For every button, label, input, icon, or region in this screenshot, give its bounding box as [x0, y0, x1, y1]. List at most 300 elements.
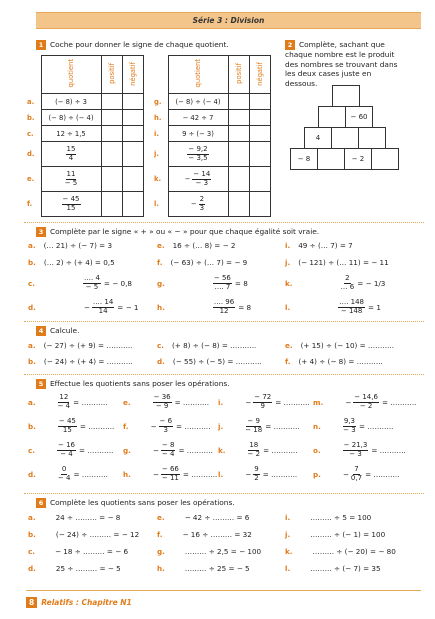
ex3-instruction [36, 227, 319, 237]
numerator: − 66 [161, 465, 179, 473]
denominator: 0,7 [350, 473, 363, 482]
answer-blank[interactable]: = ……….. [265, 421, 300, 431]
ex6-item [28, 530, 139, 539]
ex2-line-4: les deux cases juste en dessous. [285, 69, 372, 88]
denominator: 14 [98, 306, 108, 315]
numerator: 2 [345, 274, 350, 282]
minus-sign: − [150, 421, 157, 431]
item-equation[interactable]: ……… ÷ (− 7) = 35 [310, 564, 381, 573]
ex6-number: 6 [36, 498, 46, 508]
answer-blank[interactable]: = ……….. [174, 397, 210, 407]
table-row [154, 142, 270, 167]
page-number: 8 [26, 597, 37, 608]
ex5-instruction [36, 379, 230, 389]
minus-sign: − [245, 397, 252, 407]
fraction [65, 171, 78, 187]
positive-checkbox[interactable] [101, 126, 122, 142]
ex5-item [123, 442, 213, 458]
quotient-cell [41, 142, 101, 167]
table-row [154, 94, 270, 110]
ex3-item [28, 258, 115, 267]
quotient-cell [168, 192, 228, 217]
quotient-cell [168, 167, 228, 192]
table-row [154, 126, 270, 142]
fraction [92, 299, 114, 315]
positive-checkbox[interactable] [228, 126, 249, 142]
item-equation[interactable]: 16 ÷ (… 8) = − 2 [172, 241, 236, 250]
minus-sign: − [152, 445, 159, 455]
answer-blank[interactable]: = ……….. [359, 421, 394, 431]
ex3-number: 3 [36, 227, 46, 237]
divider [24, 493, 424, 494]
minus-sign: − [184, 175, 191, 183]
denominator: − 9 [155, 401, 169, 410]
fraction [213, 275, 232, 291]
item-label: a. [28, 341, 36, 350]
quotient-fraction [66, 146, 77, 162]
numerator: − 45 [58, 417, 76, 425]
ex3-item [285, 258, 389, 267]
denominator: − 3 [349, 449, 362, 458]
ex5-item [123, 466, 217, 482]
ex3-fraction-item [285, 299, 381, 315]
item-label: f. [157, 258, 163, 267]
fraction [353, 394, 379, 410]
ex6-instruction [36, 498, 235, 508]
positive-checkbox[interactable] [228, 110, 249, 126]
numerator: − 36 [153, 393, 171, 401]
item-label: g. [157, 547, 165, 556]
item-equation[interactable]: (+ 4) ÷ (− 8) = ……….. [298, 357, 383, 366]
item-label: c. [28, 278, 35, 288]
answer-blank[interactable]: = ……….. [365, 469, 400, 479]
item-equation[interactable]: ……… ÷ 2,5 = − 100 [184, 547, 262, 556]
negative-checkbox[interactable] [122, 167, 143, 192]
item-equation[interactable]: 24 ÷ ……… = − 8 [55, 513, 121, 522]
answer-blank[interactable]: = ……….. [73, 469, 108, 479]
pyramid-r3-3[interactable] [358, 127, 386, 149]
numerator: …. 4 [84, 274, 100, 282]
fraction [245, 418, 262, 434]
item-label: c. [28, 445, 35, 455]
minus-sign: − [345, 397, 352, 407]
col-header-label: quotient [67, 59, 75, 88]
col-header-2 [249, 56, 270, 94]
divider [24, 321, 424, 322]
denominator: 9 [260, 401, 265, 410]
ex4-instruction [36, 326, 79, 336]
item-label: e. [123, 397, 131, 407]
item-equation[interactable]: 49 ÷ (… 7) = 7 [298, 241, 353, 250]
answer-blank[interactable]: = ……….. [262, 469, 298, 479]
ex6-item [285, 530, 385, 539]
numerator: 2 [199, 194, 205, 203]
negative-checkbox[interactable] [122, 126, 143, 142]
ex3-item [157, 241, 235, 250]
item-label: a. [28, 513, 36, 522]
item-equation[interactable]: − 18 ÷ ……… = − 6 [55, 547, 129, 556]
denominator: − 4 [57, 473, 71, 482]
numerator: − 14 [193, 169, 211, 178]
col-header-0 [168, 56, 228, 94]
answer-blank[interactable]: = ……….. [176, 421, 211, 431]
fraction [341, 275, 355, 291]
answer-blank[interactable]: = ……….. [182, 469, 218, 479]
answer-blank[interactable]: = ……….. [371, 445, 406, 455]
item-result: = − 1/3 [357, 278, 386, 288]
col-header-1 [228, 56, 249, 94]
denominator: − 4 [60, 449, 73, 458]
ex5-item [218, 418, 300, 434]
table-row [154, 192, 270, 217]
col-header-1 [101, 56, 122, 94]
minus-sign: − [245, 469, 252, 479]
row-label: b. [27, 113, 35, 122]
fraction [187, 146, 208, 162]
item-equation[interactable]: (− 24) ÷ ……… = − 12 [55, 530, 140, 539]
item-equation[interactable]: (− 55) ÷ (− 5) = ……….. [172, 357, 262, 366]
ex3-text: Complète par le signe « + » ou « − » pour que chaque égalité soit vraie. [50, 227, 320, 236]
pyramid-b4[interactable] [371, 148, 399, 170]
negative-checkbox[interactable] [249, 110, 270, 126]
positive-checkbox[interactable] [101, 94, 122, 110]
ex2-instruction [285, 40, 400, 88]
item-label: i. [285, 513, 291, 522]
denominator: 3 [199, 203, 205, 212]
ex5-item [218, 442, 298, 458]
answer-blank[interactable]: = ……….. [381, 397, 417, 407]
numerator: − 8 [161, 441, 175, 449]
item-equation[interactable]: (− 121) ÷ (… 11) = − 11 [298, 258, 389, 267]
numerator: − 56 [213, 274, 231, 282]
ex5-item [218, 394, 310, 410]
positive-checkbox[interactable] [228, 94, 249, 110]
numerator: …. 14 [92, 298, 114, 306]
positive-checkbox[interactable] [101, 192, 122, 217]
ex4-item [285, 341, 394, 350]
row-label: l. [154, 200, 159, 208]
item-equation[interactable]: − 42 ÷ ……… = 6 [184, 513, 250, 522]
ex6-text: Complète les quotients sans poser les opérations. [50, 498, 235, 507]
item-label: j. [285, 530, 291, 539]
item-label: f. [285, 357, 291, 366]
col-header-label: quotient [194, 59, 202, 88]
negative-checkbox[interactable] [249, 126, 270, 142]
item-result: = 8 [238, 302, 252, 312]
fraction [57, 442, 76, 458]
table-row [27, 94, 143, 110]
ex5-item [313, 466, 400, 482]
fraction [192, 171, 211, 187]
item-label: b. [28, 421, 36, 431]
denominator: 15 [62, 425, 72, 434]
quotient-fraction [65, 171, 78, 187]
quotient-fraction [62, 196, 81, 212]
fraction [161, 442, 176, 458]
numerator: 18 [249, 441, 259, 449]
answer-blank[interactable]: = ……….. [79, 421, 115, 431]
item-fraction [153, 442, 176, 458]
minus-sign: − [342, 469, 349, 479]
fraction [351, 466, 362, 482]
col-header-label: positif [107, 63, 116, 84]
denominator: − 11 [161, 473, 179, 482]
minus-sign: − [83, 302, 90, 312]
chapter-title: Relatifs : Chapitre N1 [41, 598, 132, 607]
fraction [343, 418, 356, 434]
numerator: 11 [66, 170, 76, 179]
numerator: 15 [66, 145, 76, 154]
item-fraction [213, 299, 235, 315]
item-label: b. [28, 357, 36, 366]
item-label: a. [28, 241, 36, 250]
ex5-item [313, 394, 416, 410]
fraction [253, 466, 259, 482]
denominator: − 3,5 [188, 154, 208, 162]
ex3-item [285, 241, 353, 250]
ex5-item [218, 466, 297, 482]
table-corner [154, 56, 168, 94]
negative-checkbox[interactable] [249, 142, 270, 167]
positive-checkbox[interactable] [228, 192, 249, 217]
denominator: …. 7 [214, 282, 231, 291]
pyramid-b2[interactable] [317, 148, 345, 170]
numerator: 9,3 [343, 417, 355, 425]
item-label: l. [285, 302, 291, 312]
negative-checkbox[interactable] [249, 192, 270, 217]
item-fraction [58, 418, 77, 434]
answer-blank[interactable]: = ……….. [79, 445, 114, 455]
ex4-item [285, 357, 383, 366]
item-label: g. [157, 278, 165, 288]
ex5-item [28, 394, 108, 410]
denominator: 4 [68, 154, 74, 162]
item-label: l. [218, 469, 224, 479]
ex5-text: Effectue les quotients sans poser les opérations. [50, 379, 230, 388]
negative-checkbox[interactable] [249, 167, 270, 192]
ex1-table-left [27, 55, 144, 217]
ex4-item [28, 341, 132, 350]
positive-checkbox[interactable] [228, 167, 249, 192]
fraction [66, 146, 77, 162]
ex6-item [285, 564, 381, 573]
pyramid-r2-1[interactable] [318, 106, 346, 128]
item-fraction [341, 275, 355, 291]
item-fraction [153, 466, 180, 482]
fraction [213, 299, 235, 315]
ex6-item [157, 564, 250, 573]
numerator: − 45 [62, 195, 80, 204]
item-label: h. [157, 564, 165, 573]
item-equation[interactable]: (+ 15) ÷ (− 10) = ……….. [300, 341, 395, 350]
divider [24, 374, 424, 375]
ex5-item [313, 442, 406, 458]
pyramid-top[interactable] [332, 85, 360, 107]
quotient-cell [168, 142, 228, 167]
fraction [338, 299, 365, 315]
item-fraction [57, 442, 76, 458]
numerator: − 9,2 [188, 145, 208, 154]
quotient-cell: (− 8) ÷ 3 [41, 94, 101, 110]
item-equation[interactable]: ……… ÷ (− 20) = − 80 [312, 547, 396, 556]
item-equation[interactable]: ……… ÷ (− 1) = 100 [310, 530, 386, 539]
item-label: h. [123, 469, 131, 479]
quotient-fraction [185, 171, 212, 187]
item-fraction [343, 442, 369, 458]
denominator: − 4 [57, 401, 71, 410]
item-equation[interactable]: (− 24) ÷ (+ 4) = ……….. [43, 357, 133, 366]
quotient-cell [41, 192, 101, 217]
quotient-fraction [191, 196, 205, 212]
ex1-text: Coche pour donner le signe de chaque quotient. [50, 40, 229, 49]
pyramid-b3[interactable]: − 2 [344, 148, 372, 170]
table-row [154, 110, 270, 126]
quotient-cell: − 42 ÷ 7 [168, 110, 228, 126]
ex4-number: 4 [36, 326, 46, 336]
item-equation[interactable]: (… 2) ÷ (+ 4) = 0,5 [43, 258, 115, 267]
item-fraction [83, 275, 101, 291]
positive-checkbox[interactable] [101, 167, 122, 192]
item-label: f. [157, 530, 163, 539]
quotient-cell: (− 8) ÷ (− 4) [41, 110, 101, 126]
col-header-2 [122, 56, 143, 94]
negative-checkbox[interactable] [122, 192, 143, 217]
numerator: − 72 [254, 393, 272, 401]
denominator: − 2 [359, 401, 373, 410]
positive-checkbox[interactable] [101, 142, 122, 167]
item-equation[interactable]: (− 27) ÷ (+ 9) = ……….. [43, 341, 133, 350]
table-row [154, 167, 270, 192]
row-label: h. [154, 113, 162, 122]
row-label: j. [154, 150, 159, 158]
item-equation[interactable]: − 16 ÷ ……… = 32 [182, 530, 252, 539]
ex5-item [123, 394, 209, 410]
ex6-item [28, 547, 128, 556]
answer-blank[interactable]: = ……….. [275, 397, 310, 407]
numerator: − 16 [58, 441, 75, 449]
negative-checkbox[interactable] [249, 94, 270, 110]
item-fraction [84, 299, 114, 315]
negative-checkbox[interactable] [122, 110, 143, 126]
denominator: … 6 [340, 282, 355, 291]
positive-checkbox[interactable] [228, 142, 249, 167]
fraction [62, 196, 81, 212]
positive-checkbox[interactable] [101, 110, 122, 126]
numerator: 12 [59, 393, 69, 401]
ex3-item [28, 241, 112, 250]
numerator: 0 [61, 465, 67, 473]
item-label: h. [157, 302, 165, 312]
item-label: c. [157, 341, 164, 350]
quotient-cell: 9 ÷ (− 3) [168, 126, 228, 142]
numerator: 9 [254, 465, 259, 473]
ex6-item [285, 547, 396, 556]
item-label: o. [313, 445, 321, 455]
row-label: a. [27, 97, 35, 106]
answer-blank[interactable]: = ……….. [263, 445, 298, 455]
ex2-number: 2 [285, 40, 295, 50]
row-label: g. [154, 97, 162, 106]
ex6-item [285, 513, 371, 522]
fraction [161, 466, 180, 482]
numerator: 7 [354, 465, 359, 473]
quotient-cell: 12 ÷ 1,5 [41, 126, 101, 142]
fraction [248, 442, 261, 458]
row-label: d. [27, 150, 35, 158]
item-fraction [213, 275, 232, 291]
item-fraction [345, 394, 379, 410]
item-label: c. [28, 547, 35, 556]
footer-rule [26, 590, 421, 591]
item-fraction [245, 394, 272, 410]
item-equation[interactable]: 25 ÷ ……… = − 5 [55, 564, 121, 573]
item-label: j. [285, 258, 291, 267]
table-row [27, 110, 143, 126]
ex1-instruction [36, 40, 229, 50]
item-equation[interactable]: (− 63) ÷ (… 7) = − 9 [170, 258, 248, 267]
table-row [27, 142, 143, 167]
item-label: j. [218, 421, 224, 431]
col-header-label: négatif [128, 61, 137, 86]
table-row [27, 126, 143, 142]
negative-checkbox[interactable] [122, 142, 143, 167]
item-equation[interactable]: ……… ÷ 25 = − 5 [184, 564, 250, 573]
ex3-fraction-item [28, 275, 132, 291]
table-corner [27, 56, 41, 94]
denominator: 3 [163, 425, 168, 434]
negative-checkbox[interactable] [122, 94, 143, 110]
item-equation[interactable]: ……… ÷ 5 = 100 [310, 513, 372, 522]
ex6-item [28, 513, 120, 522]
answer-blank[interactable]: = ……….. [178, 445, 213, 455]
pyramid-r3-1[interactable]: 4 [304, 127, 332, 149]
ex4-item [157, 341, 256, 350]
item-fraction [343, 466, 362, 482]
col-header-label: négatif [255, 61, 264, 86]
item-label: i. [285, 241, 291, 250]
pyramid-r3-2[interactable] [331, 127, 359, 149]
denominator: − 3 [343, 425, 356, 434]
pyramid-r2-2[interactable]: − 60 [345, 106, 373, 128]
item-label: d. [28, 302, 36, 312]
item-fraction [58, 394, 71, 410]
numerator: …. 96 [213, 298, 235, 306]
denominator: − 2 [247, 449, 261, 458]
item-equation[interactable]: (… 21) ÷ (− 7) = 3 [43, 241, 113, 250]
item-fraction [245, 466, 260, 482]
item-label: n. [313, 421, 321, 431]
answer-blank[interactable]: = ……….. [73, 397, 108, 407]
ex2-line-2: chaque nombre est le produit [285, 50, 395, 59]
item-equation[interactable]: (+ 8) ÷ (− 8) = ……….. [172, 341, 257, 350]
pyramid-b1[interactable]: − 8 [290, 148, 318, 170]
numerator: − 9 [247, 417, 260, 425]
denominator: − 3 [195, 178, 209, 187]
item-fraction [338, 299, 365, 315]
item-label: d. [28, 564, 36, 573]
ex4-item [28, 357, 133, 366]
col-header-0 [41, 56, 101, 94]
ex3-fraction-item [157, 299, 251, 315]
numerator: …. 148 [339, 298, 365, 306]
item-result: = − 0,8 [103, 278, 132, 288]
fraction [58, 466, 71, 482]
item-label: k. [218, 445, 226, 455]
ex5-item [28, 418, 114, 434]
quotient-fraction [187, 146, 208, 162]
fraction [58, 394, 71, 410]
denominator: − 5 [64, 179, 78, 187]
